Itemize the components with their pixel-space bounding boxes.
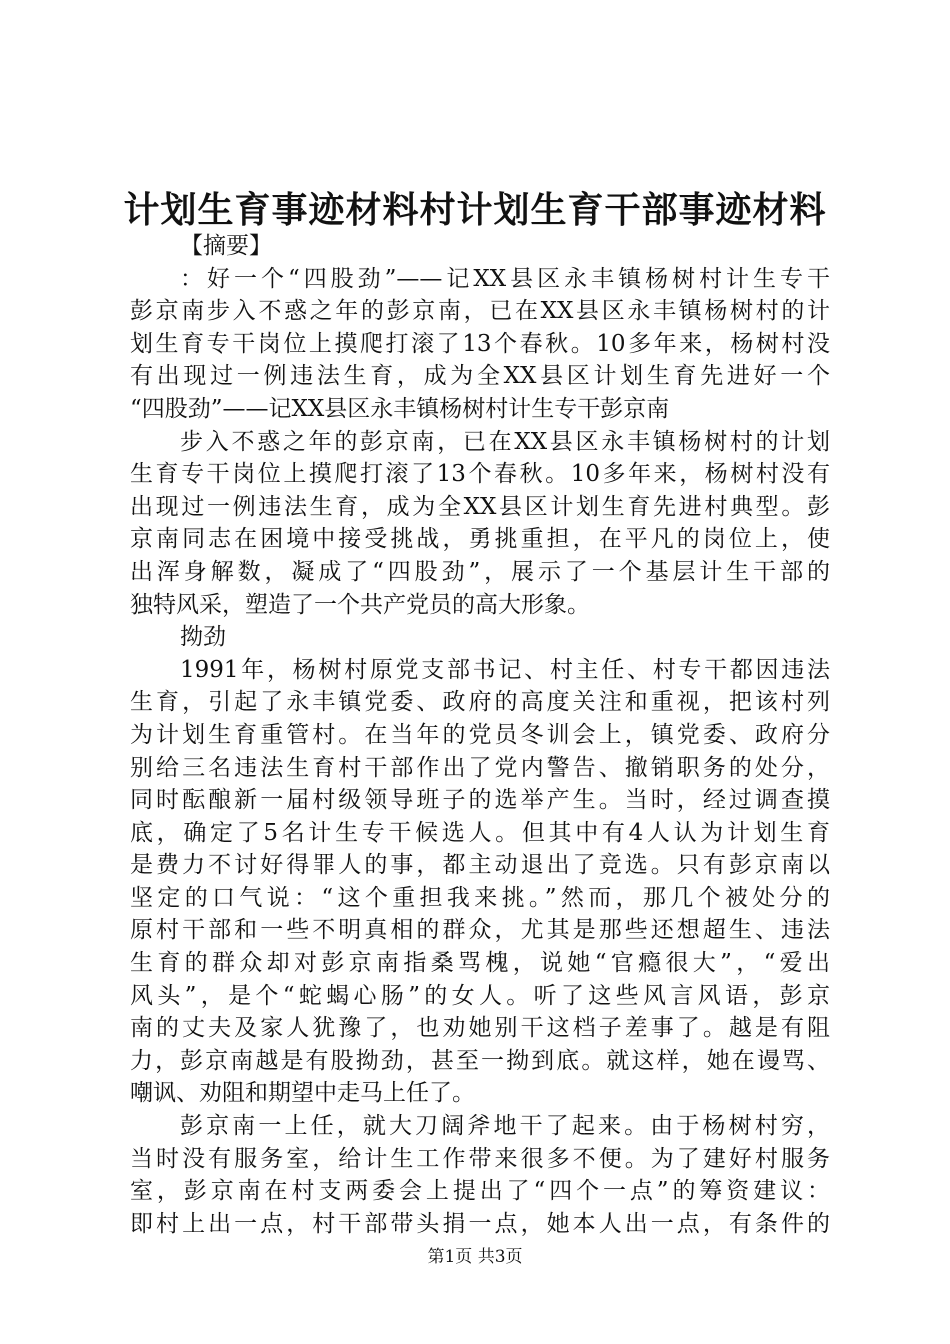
text-line: 独特风采，塑造了一个共产党员的高大形象。	[130, 591, 590, 618]
text-line: 力，彭京南越是有股拗劲，甚至一拗到底。就这样，她在谩骂、	[130, 1047, 830, 1074]
text-line: 生育的群众却对彭京南指桑骂槐，说她“官瘾很大”，“爱出	[130, 950, 830, 977]
text-line: 即村上出一点，村干部带头捐一点，她本人出一点，有条件的	[130, 1210, 830, 1237]
text-line: 同时酝酿新一届村级领导班子的选举产生。当时，经过调查摸	[130, 787, 830, 814]
text-line: 嘲讽、劝阻和期望中走马上任了。	[130, 1080, 475, 1107]
text-line: 出现过一例违法生育，成为全XX县区计划生育先进村典型。彭	[130, 493, 830, 520]
text-line: 划生育专干岗位上摸爬打滚了13个春秋。10多年来，杨树村没	[130, 330, 830, 357]
text-line: 南的丈夫及家人犹豫了，也劝她别干这档子差事了。越是有阻	[130, 1015, 830, 1042]
text-line: “四股劲”——记XX县区永丰镇杨树村计生专干彭京南	[130, 395, 670, 422]
page-footer: 第1页 共3页	[427, 1247, 523, 1267]
text-line: 生育，引起了永丰镇党委、政府的高度关注和重视，把该村列	[130, 689, 830, 716]
text-line: 风头”，是个“蛇蝎心肠”的女人。听了这些风言风语，彭京	[130, 982, 830, 1009]
text-line: 步入不惑之年的彭京南，已在XX县区永丰镇杨树村的计划	[180, 428, 830, 455]
text-line: 别给三名违法生育村干部作出了党内警告、撤销职务的处分，	[130, 754, 830, 781]
text-line: 拗劲	[180, 624, 226, 651]
text-line: 【摘要】	[180, 233, 272, 259]
text-line: 生育专干岗位上摸爬打滚了13个春秋。10多年来，杨树村没有	[130, 461, 830, 488]
text-line: 原村干部和一些不明真相的群众，尤其是那些还想超生、违法	[130, 917, 830, 944]
text-line: 当时没有服务室，给计生工作带来很多不便。为了建好村服务	[130, 1145, 830, 1172]
text-line: 是费力不讨好得罪人的事，都主动退出了竞选。只有彭京南以	[130, 852, 830, 879]
text-line: 为计划生育重管村。在当年的党员冬训会上，镇党委、政府分	[130, 721, 830, 748]
text-line: 室，彭京南在村支两委会上提出了“四个一点”的筹资建议：	[130, 1178, 830, 1205]
text-line: 彭京南步入不惑之年的彭京南，已在XX县区永丰镇杨树村的计	[130, 298, 830, 325]
text-line: 坚定的口气说：“这个重担我来挑。”然而，那几个被处分的	[130, 884, 830, 911]
text-line: 底，确定了5名计生专干候选人。但其中有4人认为计划生育	[130, 819, 830, 846]
document-title: 计划生育事迹材料村计划生育干部事迹材料	[123, 189, 827, 231]
text-line: 出浑身解数，凝成了“四股劲”，展示了一个基层计生干部的	[130, 558, 830, 585]
text-line: ：好一个“四股劲”——记XX县区永丰镇杨树村计生专干	[180, 265, 830, 292]
text-line: 彭京南一上任，就大刀阔斧地干了起来。由于杨树村穷，	[180, 1113, 830, 1140]
text-line: 京南同志在困境中接受挑战，勇挑重担，在平凡的岗位上，使	[130, 526, 830, 553]
document-body	[130, 230, 830, 1240]
text-line: 1991年，杨树村原党支部书记、村主任、村专干都因违法	[180, 656, 830, 683]
text-line: 有出现过一例违法生育，成为全XX县区计划生育先进好一个	[130, 363, 830, 390]
